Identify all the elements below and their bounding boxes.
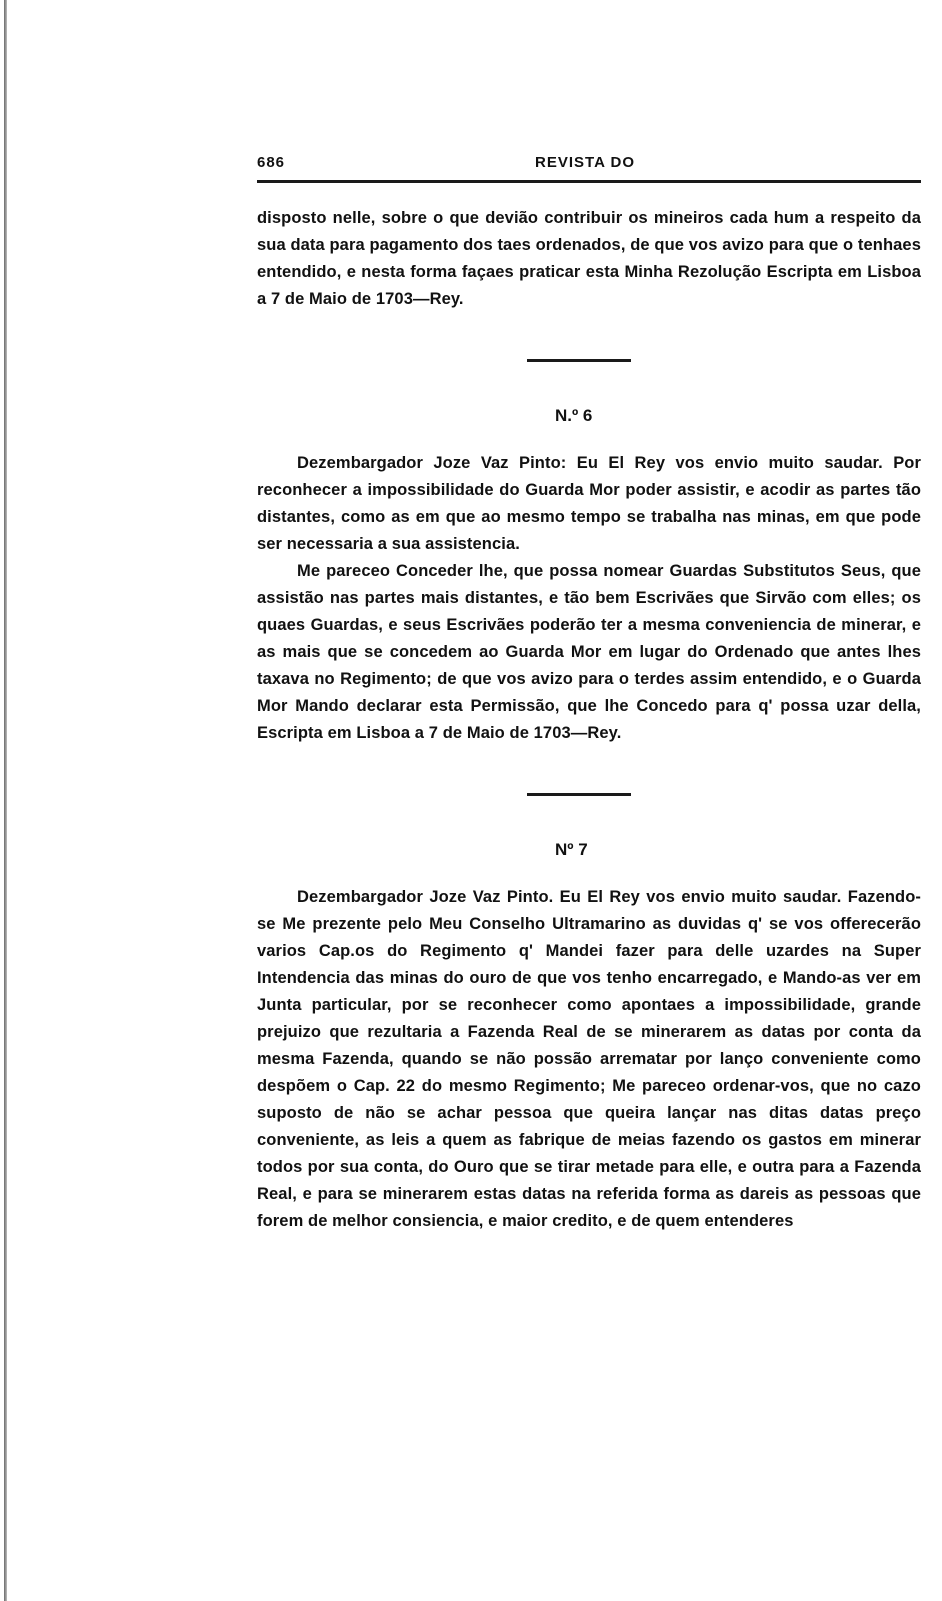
section-6-paragraph-2: Me pareceo Conceder lhe, que possa nomear Guardas Substitutos Seus, que assistão nas partes mais distantes, e tão bem Escrivães que Sirvão com elles; os quaes Guardas, e seus Escrivães poderão ter a mesma conveniencia de minerar, e as mais que se concedem ao Guarda Mor em lugar do Ordenado que antes lhes taxava no Regimento; de que vos avizo para o terdes assim entendido, e o Guarda Mor Mando declarar esta Permissão, que lhe Concedo para q' possa uzar della, Escripta em Lisboa a 7 de Maio de 1703—Rey. <box>257 562 921 742</box>
section-separator <box>527 793 631 796</box>
page-gutter-edge <box>4 0 7 1601</box>
page-number: 686 <box>257 154 286 171</box>
running-head: REVISTA DO <box>535 154 636 171</box>
document-page <box>257 150 921 1235</box>
section-7-paragraph-1: Dezembargador Joze Vaz Pinto. Eu El Rey vos envio muito saudar. Fazendo-se Me prezente pelo Meu Conselho Ultramarino as duvidas q' se vos offerecerão varios Cap.os do Regimento q' Mandei fazer para delle uzardes na Super Intendencia das minas do ouro de que vos tenho encarregado, e Mando-as ver em Junta particular, por se reconhecer como apontaes a impossibilidade, grande prejuizo que rezultaria a Fazenda Real de se minerarem as datas por conta da mesma Fazenda, quando se não possão arrematar por lanço conveniente como despõem o Cap. 22 do mesmo Regimento; Me pareceo ordenar-vos, que no cazo suposto de não se achar pessoa que queira lançar nas ditas datas preço conveniente, as leis a quem as fabrique de meias fazendo os gastos em minerar todos por sua conta, do Ouro que se tirar metade para elle, e outra para a Fazenda Real, e para se minerarem estas datas na referida forma as dareis as pessoas que forem de melhor consiencia, e maior credito, e de quem entenderes <box>257 888 921 1230</box>
section-6-paragraph-1: Dezembargador Joze Vaz Pinto: Eu El Rey vos envio muito saudar. Por reconhecer a impossibilidade do Guarda Mor poder assistir, e acodir as partes tão distantes, como as em que ao mesmo tempo se trabalha nas minas, em que pode ser necessaria a sua assistencia. <box>257 454 921 553</box>
section-6-title: N.º 6 <box>555 406 593 425</box>
section-separator <box>527 359 631 362</box>
page-header <box>257 150 921 174</box>
section-7-title: Nº 7 <box>555 840 588 859</box>
intro-paragraph: disposto nelle, sobre o que devião contribuir os mineiros cada hum a respeito da sua data para pagamento dos taes ordenados, de que vos avizo para que o tenhaes entendido, e nesta forma façaes praticar esta Minha Rezolução Escripta em Lisboa a 7 de Maio de 1703—Rey. <box>257 209 921 308</box>
header-rule <box>257 180 921 183</box>
